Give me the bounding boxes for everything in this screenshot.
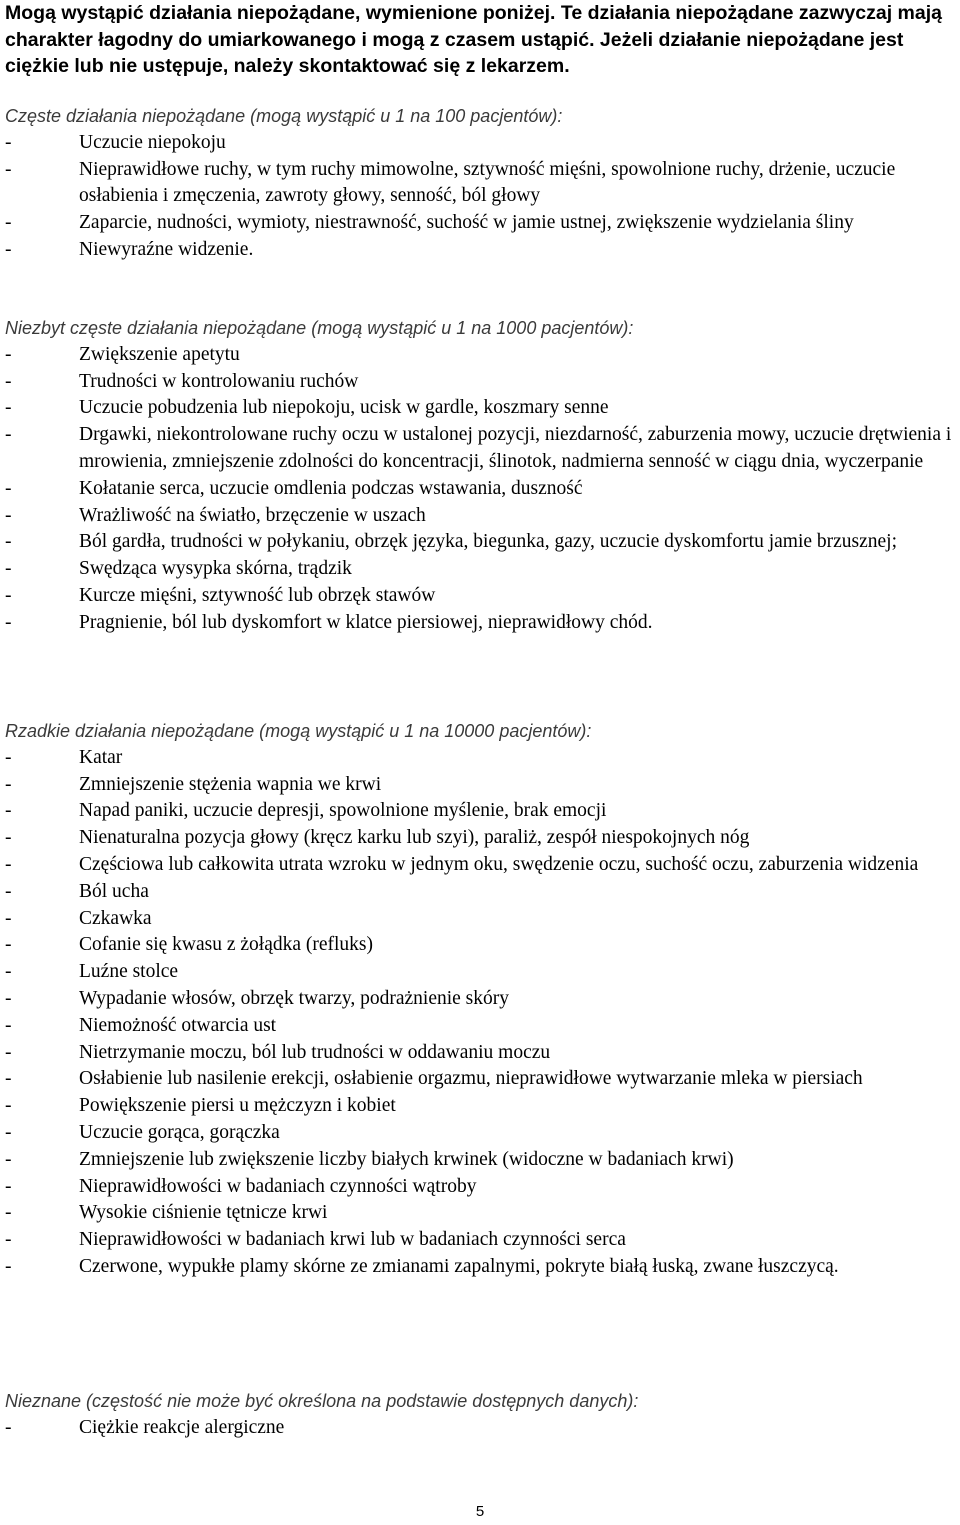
list-item: - Uczucie niepokoju [5, 131, 226, 153]
list-item: - Wrażliwość na światło, brzęczenie w uszach [5, 504, 426, 526]
list-item: - Kołatanie serca, uczucie omdlenia podczas wstawania, duszność [5, 477, 583, 499]
side-effect-list [5, 130, 960, 264]
section-rare [5, 718, 960, 1281]
list-item: - Ciężkie reakcje alergiczne [5, 1416, 285, 1438]
section-uncommon [5, 315, 960, 637]
list-item: - Niemożność otwarcia ust [5, 1014, 277, 1036]
intro-paragraph: Mogą wystąpić działania niepożądane, wymienione poniżej. Te działania niepożądane zazwyczaj mają charakter łagodny do umiarkowanego i mogą z czasem ustąpić. Jeżeli działanie niepożądane jest ciężkie lub nie ustępuje, należy skontaktować się z lekarzem. [5, 2, 942, 77]
list-item: - Osłabienie lub nasilenie erekcji, osłabienie orgazmu, nieprawidłowe wytwarzanie mleka w piersiach [5, 1068, 863, 1090]
list-item: - Nieprawidłowości w badaniach czynności wątroby [5, 1175, 477, 1197]
list-item: - Czkawka [5, 907, 152, 929]
list-item: - Zwiększenie apetytu [5, 343, 240, 365]
section-heading: Rzadkie działania niepożądane (mogą wystąpić u 1 na 10000 pacjentów): [5, 721, 592, 741]
list-item: - Powiększenie piersi u mężczyzn i kobiet [5, 1095, 396, 1117]
list-item: - Luźne stolce [5, 961, 179, 983]
list-item: - Nienaturalna pozycja głowy (kręcz karku lub szyi), paraliż, zespół niespokojnych nóg [5, 827, 750, 849]
list-item: - Swędząca wysypka skórna, trądzik [5, 558, 352, 580]
list-item: - Częściowa lub całkowita utrata wzroku w jednym oku, swędzenie oczu, suchość oczu, zaburzenia widzenia [5, 853, 919, 875]
list-item: - Pragnienie, ból lub dyskomfort w klatce piersiowej, nieprawidłowy chód. [5, 611, 653, 633]
list-item: - Ból gardła, trudności w połykaniu, obrzęk języka, biegunka, gazy, uczucie dyskomfortu jamie brzusznej; [5, 531, 898, 553]
side-effect-list [5, 1415, 960, 1442]
page-number: 5 [475, 1503, 485, 1520]
section-unknown [5, 1388, 960, 1442]
list-item: - Zmniejszenie stężenia wapnia we krwi [5, 773, 382, 795]
side-effect-list [5, 342, 960, 637]
list-item: - Ból ucha [5, 880, 149, 902]
section-common [5, 103, 960, 264]
list-item: - Zmniejszenie lub zwiększenie liczby białych krwinek (widoczne w badaniach krwi) [5, 1148, 734, 1170]
list-item: - Zaparcie, nudności, wymioty, niestrawność, suchość w jamie ustnej, zwiększenie wydzielania śliny [5, 212, 854, 234]
list-item: - Czerwone, wypukłe plamy skórne ze zmianami zapalnymi, pokryte białą łuską, zwane łuszczycą. [5, 1255, 839, 1277]
list-item: - Wysokie ciśnienie tętnicze krwi [5, 1202, 328, 1224]
list-item: - Nieprawidłowości w badaniach krwi lub w badaniach czynności serca [5, 1229, 626, 1251]
list-item: - Trudności w kontrolowaniu ruchów [5, 370, 359, 392]
list-item: - Drgawki, niekontrolowane ruchy oczu w ustalonej pozycji, niezdarność, zaburzenia mowy, uczucie drętwienia i mrowienia, zmniejszenie zdolności do koncentracji, ślinotok, nadmierna senność w ciągu dnia, wyczerpanie [5, 424, 952, 472]
section-heading: Niezbyt częste działania niepożądane (mogą wystąpić u 1 na 1000 pacjentów): [5, 318, 634, 338]
section-heading: Nieznane (częstość nie może być określona na podstawie dostępnych danych): [5, 1391, 639, 1411]
list-item: - Wypadanie włosów, obrzęk twarzy, podrażnienie skóry [5, 987, 510, 1009]
list-item: - Katar [5, 746, 123, 768]
list-item: - Niewyraźne widzenie. [5, 238, 254, 260]
list-item: - Uczucie pobudzenia lub niepokoju, ucisk w gardle, koszmary senne [5, 397, 609, 419]
list-item: - Uczucie gorąca, gorączka [5, 1121, 280, 1143]
section-heading: Częste działania niepożądane (mogą wystąpić u 1 na 100 pacjentów): [5, 106, 563, 126]
list-item: - Cofanie się kwasu z żołądka (refluks) [5, 934, 374, 956]
list-item: - Kurcze mięśni, sztywność lub obrzęk stawów [5, 584, 436, 606]
list-item: - Nieprawidłowe ruchy, w tym ruchy mimowolne, sztywność mięśni, spowolnione ruchy, drżenie, uczucie osłabienia i zmęczenia, zawroty głowy, senność, ból głowy [5, 158, 896, 207]
list-item: - Napad paniki, uczucie depresji, spowolnione myślenie, brak emocji [5, 800, 607, 822]
list-item: - Nietrzymanie moczu, ból lub trudności w oddawaniu moczu [5, 1041, 551, 1063]
side-effect-list [5, 745, 960, 1281]
